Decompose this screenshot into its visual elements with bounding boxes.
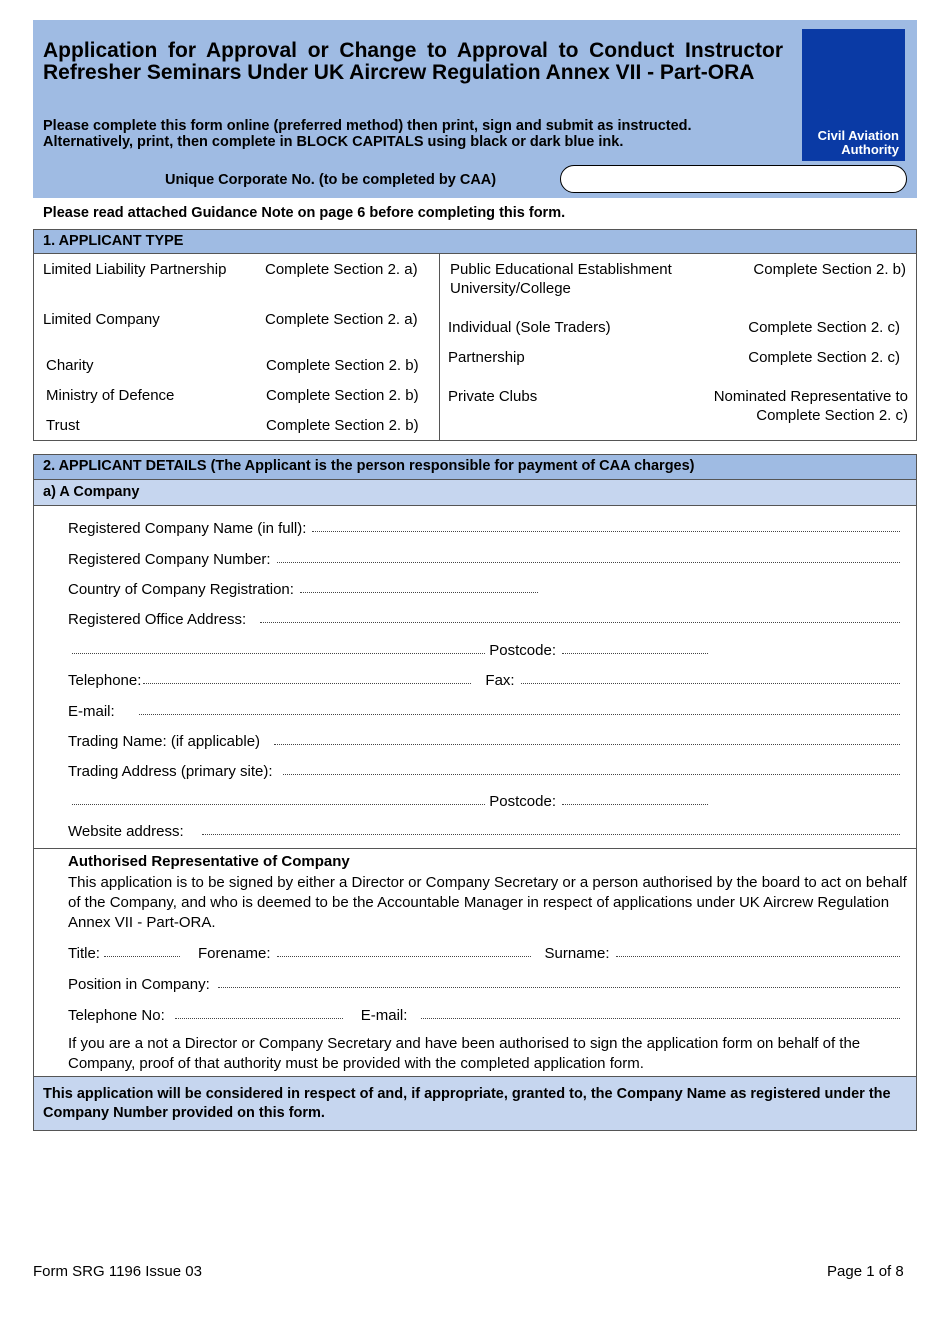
rep-telephone-label: Telephone No: bbox=[68, 1007, 165, 1024]
authority-note: If you are a not a Director or Company Secretary and have been authorised to sign the application form on behalf of the Company, proof of that authority must be provided with the completed application form. bbox=[68, 1035, 861, 1072]
applicant-type-mod: Ministry of Defence bbox=[46, 387, 175, 404]
trading-address-field[interactable] bbox=[68, 760, 900, 780]
office-address-field[interactable] bbox=[68, 608, 900, 628]
company-name-input[interactable] bbox=[312, 531, 900, 532]
caa-logo-text bbox=[818, 129, 899, 157]
clubs-action-line2: Complete Section 2. c) bbox=[756, 407, 908, 424]
section-divider bbox=[34, 848, 916, 849]
caa-logo bbox=[802, 29, 905, 161]
form-header bbox=[33, 20, 917, 198]
office-address-line2-input[interactable] bbox=[72, 653, 485, 654]
office-postcode-line[interactable] bbox=[72, 639, 708, 659]
trading-postcode-line[interactable] bbox=[72, 790, 708, 810]
rep-title-label: Title: bbox=[68, 945, 100, 962]
applicant-action-individual: Complete Section 2. c) bbox=[748, 319, 900, 336]
page-number: Page 1 of 8 bbox=[827, 1263, 904, 1280]
country-input[interactable] bbox=[300, 592, 538, 593]
trading-address-input[interactable] bbox=[283, 774, 900, 775]
column-divider bbox=[439, 254, 440, 440]
rep-email-label: E-mail: bbox=[360, 1007, 408, 1024]
applicant-type-llp: Limited Liability Partnership bbox=[43, 261, 227, 278]
email-label: E-mail: bbox=[68, 703, 115, 720]
rep-forename-label: Forename: bbox=[197, 945, 271, 962]
section-applicant-details bbox=[33, 454, 917, 1131]
public-edu-line2: University/College bbox=[450, 280, 571, 297]
country-field[interactable] bbox=[68, 578, 538, 598]
fax-label: Fax: bbox=[485, 672, 515, 689]
office-address-input[interactable] bbox=[260, 622, 900, 623]
office-postcode-input[interactable] bbox=[562, 653, 708, 654]
guidance-note: Please read attached Guidance Note on page 6 before completing this form. bbox=[43, 205, 566, 221]
applicant-action-public-edu: Complete Section 2. b) bbox=[753, 261, 906, 278]
rep-email-input[interactable] bbox=[421, 1018, 900, 1019]
office-postcode-label: Postcode: bbox=[489, 642, 556, 659]
rep-position-label: Position in Company: bbox=[68, 976, 210, 993]
rep-surname-label: Surname: bbox=[544, 945, 610, 962]
website-field[interactable] bbox=[68, 820, 900, 840]
telephone-input[interactable] bbox=[143, 683, 471, 684]
telephone-label: Telephone: bbox=[68, 672, 142, 689]
applicant-action-trust: Complete Section 2. b) bbox=[266, 417, 419, 434]
trading-address-line2-input[interactable] bbox=[72, 804, 485, 805]
company-number-label: Registered Company Number: bbox=[68, 551, 271, 568]
authorised-rep-title: Authorised Representative of Company bbox=[68, 853, 350, 870]
rep-surname-input[interactable] bbox=[616, 956, 900, 957]
applicant-action-charity: Complete Section 2. b) bbox=[266, 357, 419, 374]
section1-heading: 1. APPLICANT TYPE bbox=[34, 230, 916, 254]
trading-postcode-label: Postcode: bbox=[489, 793, 556, 810]
applicant-type-ltd: Limited Company bbox=[43, 311, 160, 328]
ucn-input[interactable] bbox=[560, 165, 907, 193]
telephone-fax-field[interactable] bbox=[68, 669, 900, 689]
section2-subheading: a) A Company bbox=[34, 480, 916, 506]
registration-notice: This application will be considered in respect of and, if appropriate, granted to, the Company Name as registered under the Company Number provided on this form. bbox=[34, 1076, 916, 1130]
applicant-type-public-edu bbox=[450, 260, 672, 298]
email-input[interactable] bbox=[139, 714, 900, 715]
section2-heading: 2. APPLICANT DETAILS (The Applicant is the person responsible for payment of CAA charges) bbox=[34, 455, 916, 480]
applicant-type-individual: Individual (Sole Traders) bbox=[448, 319, 611, 336]
rep-forename-input[interactable] bbox=[277, 956, 531, 957]
company-name-label: Registered Company Name (in full): bbox=[68, 520, 307, 537]
applicant-action-llp: Complete Section 2. a) bbox=[265, 261, 418, 278]
applicant-action-ltd: Complete Section 2. a) bbox=[265, 311, 418, 328]
trading-name-label: Trading Name: (if applicable) bbox=[68, 733, 261, 750]
applicant-type-partnership: Partnership bbox=[448, 349, 525, 366]
clubs-action-line1: Nominated Representative to bbox=[713, 388, 908, 405]
applicant-action-mod: Complete Section 2. b) bbox=[266, 387, 419, 404]
applicant-type-trust: Trust bbox=[46, 417, 80, 434]
authorised-rep-text: This application is to be signed by either a Director or Company Secretary or a person authorised by the board to act on behalf of the Company, and who is deemed to be the Accountable Manager in respect of applications under UK Aircrew Regulation Annex VII - Part-ORA. bbox=[68, 874, 907, 931]
website-input[interactable] bbox=[202, 834, 900, 835]
company-number-input[interactable] bbox=[277, 562, 900, 563]
applicant-type-clubs: Private Clubs bbox=[448, 388, 538, 405]
trading-postcode-input[interactable] bbox=[562, 804, 708, 805]
form-id: Form SRG 1196 Issue 03 bbox=[33, 1263, 202, 1280]
logo-line2: Authority bbox=[841, 142, 899, 157]
ucn-label: Unique Corporate No. (to be completed by CAA) bbox=[165, 172, 497, 188]
trading-name-field[interactable] bbox=[68, 730, 900, 750]
applicant-action-clubs bbox=[714, 387, 908, 425]
form-title: Application for Approval or Change to Approval to Conduct Instructor Refresher Seminars Under UK Aircrew Regulation Annex VII - Part-ORA bbox=[43, 39, 783, 84]
fax-input[interactable] bbox=[521, 683, 900, 684]
rep-title-input[interactable] bbox=[104, 956, 180, 957]
country-label: Country of Company Registration: bbox=[68, 581, 294, 598]
company-number-field[interactable] bbox=[68, 548, 900, 568]
rep-name-field[interactable] bbox=[68, 942, 900, 962]
company-name-field[interactable] bbox=[68, 517, 900, 537]
public-edu-line1: Public Educational Establishment bbox=[450, 261, 672, 278]
applicant-type-charity: Charity bbox=[46, 357, 94, 374]
applicant-action-partnership: Complete Section 2. c) bbox=[748, 349, 900, 366]
rep-position-input[interactable] bbox=[218, 987, 900, 988]
rep-contact-field[interactable] bbox=[68, 1004, 900, 1024]
trading-name-input[interactable] bbox=[274, 744, 900, 745]
logo-line1: Civil Aviation bbox=[817, 128, 899, 143]
office-address-label: Registered Office Address: bbox=[68, 611, 247, 628]
rep-telephone-input[interactable] bbox=[175, 1018, 343, 1019]
website-label: Website address: bbox=[68, 823, 184, 840]
trading-address-label: Trading Address (primary site): bbox=[68, 763, 273, 780]
form-instructions: Please complete this form online (preferred method) then print, sign and submit as instructed. Alternatively, print, then complete in BLOCK CAPITALS using black or dark blue ink. bbox=[43, 118, 692, 150]
rep-position-field[interactable] bbox=[68, 973, 900, 993]
section-applicant-type bbox=[33, 229, 917, 441]
email-field[interactable] bbox=[68, 700, 900, 720]
